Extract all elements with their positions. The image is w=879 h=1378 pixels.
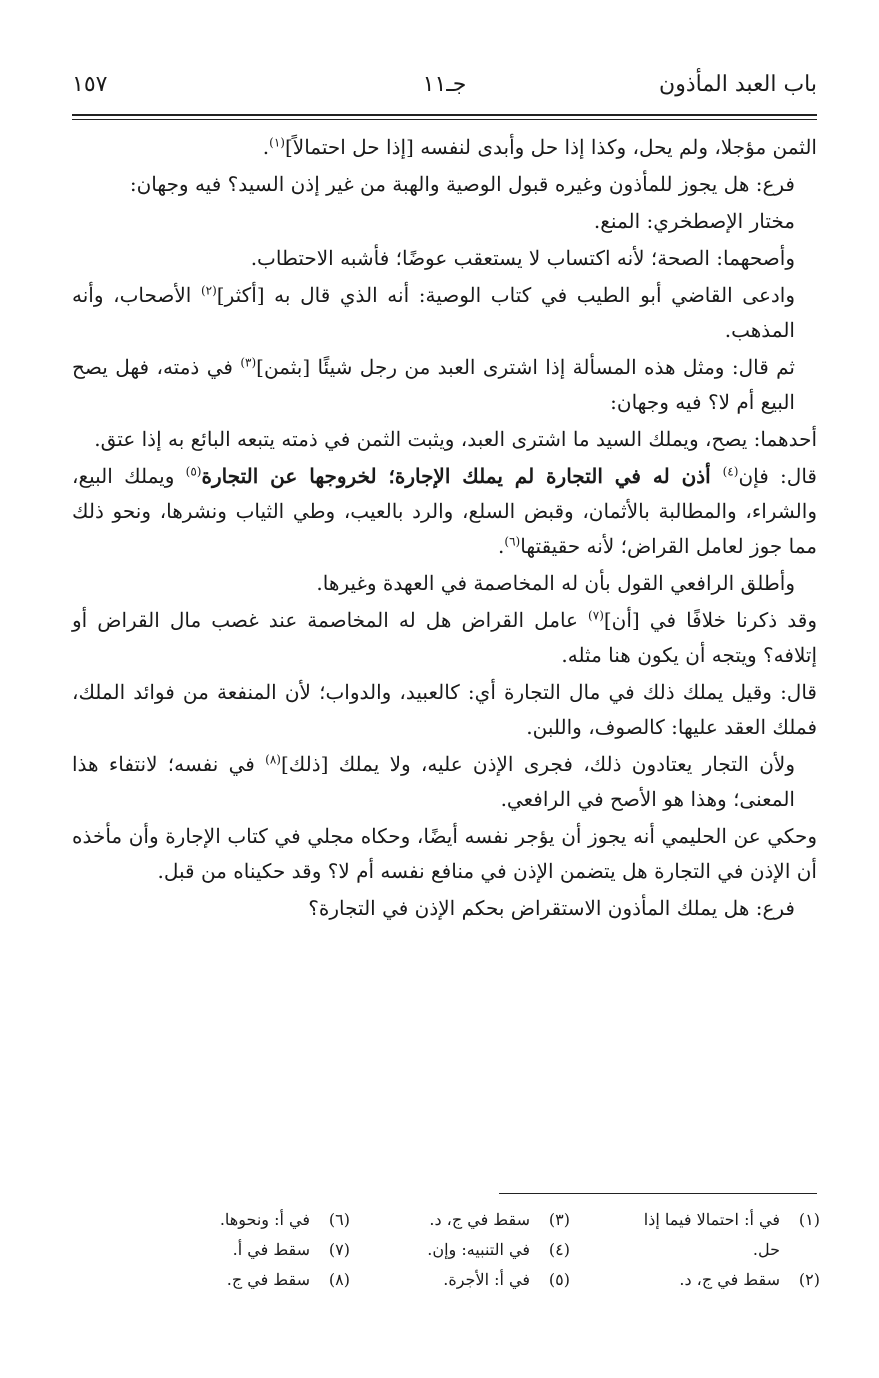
main-text: [72, 130, 817, 928]
footnote-column: [370, 1205, 570, 1295]
paragraph: مختار الإصطخري: المنع.: [593, 209, 795, 233]
paragraph: ولأن التجار يعتادون ذلك، فجرى الإذن عليه، ولا يملك [ذلك]$^{(٨)}$ في نفسه؛ لانتفاء هذا المعنى؛ وهذا هو الأصح في الرافعي.: [72, 752, 795, 811]
footnote: (١)في أ: احتمالا فيما إذا: [643, 1210, 820, 1229]
volume-label: جـ١١: [422, 72, 467, 97]
paragraph: أحدهما: يصح، ويملك السيد ما اشترى العبد، ويثبت الثمن في ذمته يتبعه البائع به إذا عتق.: [94, 427, 817, 451]
paragraph: قال: فإن$^{(٤)}$ أذن له في التجارة لم يملك الإجارة؛ لخروجها عن التجارة$^{(٥)}$ ويملك البيع، والشراء، والمطالبة بالأثمان، وقبض السلع، والرد بالعيب، وطي الثياب ونشرها، ونحو ذلك مما جوز لعامل القراض؛ لأنه حقيقتها$^{(٦)}$.: [72, 464, 817, 558]
footnote: (٤)في التنبيه: وإن.: [427, 1240, 570, 1259]
paragraph: ثم قال: ومثل هذه المسألة إذا اشترى العبد من رجل شيئًا [بثمن]$^{(٣)}$ في ذمته، فهل يصح البيع أم لا؟ فيه وجهان:: [72, 355, 795, 414]
paragraph: وأطلق الرافعي القول بأن له المخاصمة في العهدة وغيرها.: [316, 571, 795, 595]
header-rule: [72, 114, 817, 116]
footnote: (٧)سقط في أ.: [232, 1240, 350, 1259]
footnote: حل.: [752, 1240, 780, 1259]
page-number: ١٥٧: [72, 72, 108, 97]
paragraph: وقد ذكرنا خلافًا في [أن]$^{(٧)}$ عامل القراض هل له المخاصمة عند غصب مال القراض أو إتلافه؟ ويتجه أن يكون هنا مثله.: [72, 608, 817, 667]
paragraph: وأصحهما: الصحة؛ لأنه اكتساب لا يستعقب عوضًا؛ فأشبه الاحتطاب.: [250, 246, 795, 270]
paragraph: فرع: هل يجوز للمأذون وغيره قبول الوصية والهبة من غير إذن السيد؟ فيه وجهان:: [129, 172, 795, 196]
footnote: (٣)سقط في ج، د.: [429, 1210, 570, 1229]
header-rule-thin: [72, 119, 817, 120]
footnotes: [150, 1205, 820, 1301]
footnote-column: [580, 1205, 820, 1295]
footnote: (٨)سقط في ج.: [226, 1270, 350, 1289]
paragraph: قال: وقيل يملك ذلك في مال التجارة أي: كالعبيد، والدواب؛ لأن المنفعة من فوائد الملك، فملك العقد عليها: كالصوف، واللبن.: [72, 680, 817, 739]
footnote-rule: [499, 1193, 817, 1194]
footnote: (٥)في أ: الأجرة.: [443, 1270, 570, 1289]
paragraph: فرع: هل يملك المأذون الاستقراض بحكم الإذن في التجارة؟: [308, 896, 795, 920]
paragraph: الثمن مؤجلا، ولم يحل، وكذا إذا حل وأبدى لنفسه [إذا حل احتمالاً]$^{(١)}$.: [262, 135, 817, 159]
chapter-title: باب العبد المأذون: [659, 72, 817, 97]
paragraph: وحكي عن الحليمي أنه يجوز أن يؤجر نفسه أيضًا، وحكاه مجلي في كتاب الإجارة وأن مأخذه أن الإذن في التجارة هل يتضمن الإذن في منافع نفسه أم لا؟ وقد حكيناه من قبل.: [72, 824, 817, 883]
footnote: (٢)سقط في ج، د.: [679, 1270, 820, 1289]
footnote-column: [150, 1205, 350, 1295]
footnote: (٦)في أ: ونحوها.: [219, 1210, 350, 1229]
paragraph: وادعى القاضي أبو الطيب في كتاب الوصية: أنه الذي قال به [أكثر]$^{(٢)}$ الأصحاب، وأنه المذهب.: [72, 283, 796, 342]
running-header: [72, 72, 817, 112]
